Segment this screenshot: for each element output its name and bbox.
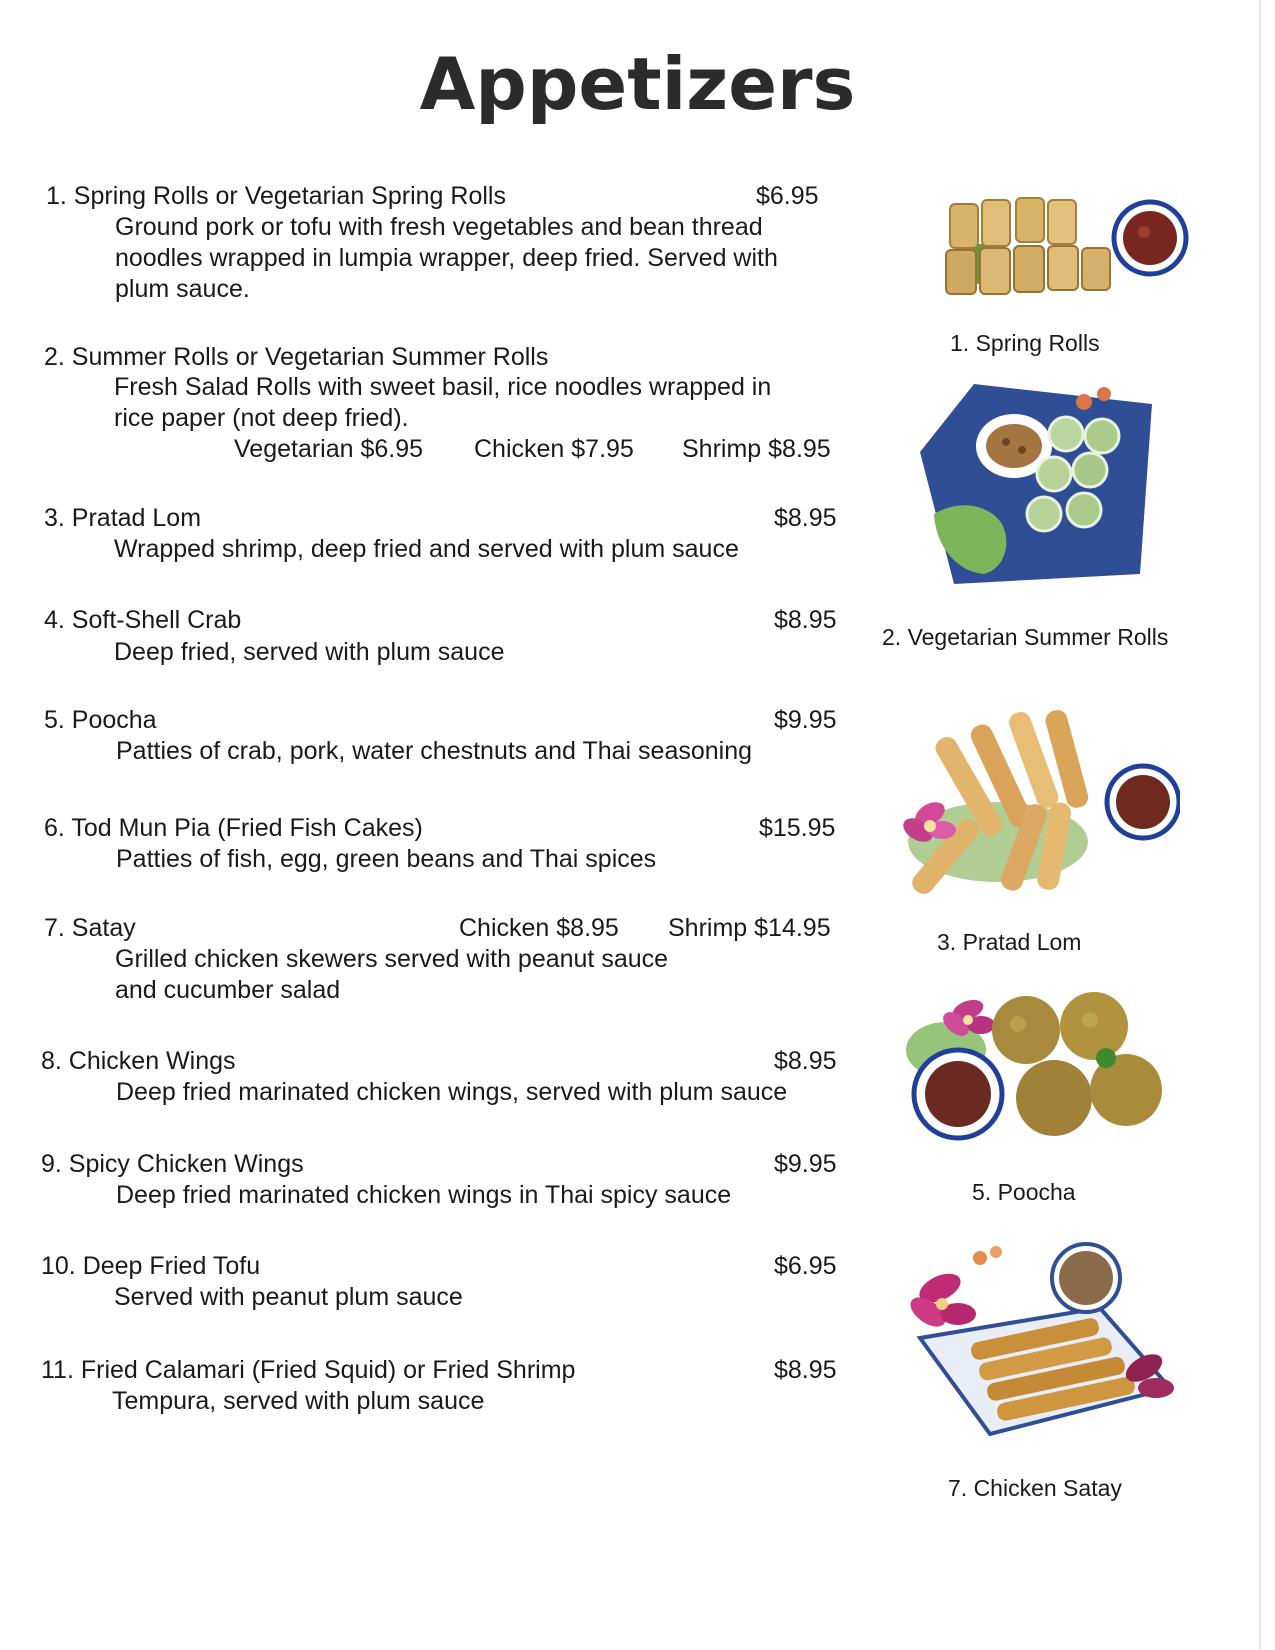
item-price-chicken: Chicken $7.95: [474, 435, 634, 463]
item-name: 8. Chicken Wings: [41, 1047, 236, 1075]
photo-caption: 3. Pratad Lom: [937, 929, 1082, 955]
item-name: 4. Soft-Shell Crab: [44, 606, 242, 634]
item-name: 2. Summer Rolls or Vegetarian Summer Rolls: [44, 343, 549, 371]
pratad-lom-photo: [878, 702, 1180, 910]
poocha-photo: [886, 990, 1180, 1158]
item-price-shrimp: Shrimp $8.95: [682, 435, 831, 463]
item-name: 11. Fried Calamari (Fried Squid) or Fried Shrimp: [41, 1356, 576, 1384]
item-description-line: Grilled chicken skewers served with peanut sauce: [115, 945, 669, 973]
item-description-line: Deep fried marinated chicken wings in Thai spicy sauce: [116, 1181, 732, 1209]
item-name: 7. Satay: [44, 914, 136, 942]
item-price: $9.95: [774, 706, 837, 734]
photo-caption: 2. Vegetarian Summer Rolls: [882, 624, 1169, 650]
item-description-line: Fresh Salad Rolls with sweet basil, rice noodles wrapped in: [114, 373, 772, 401]
item-description-line: rice paper (not deep fried).: [114, 404, 409, 432]
item-price: $8.95: [774, 504, 837, 532]
item-description-line: Wrapped shrimp, deep fried and served with plum sauce: [114, 535, 739, 563]
item-name: 9. Spicy Chicken Wings: [41, 1150, 304, 1178]
item-price-shrimp: Shrimp $14.95: [668, 914, 831, 942]
item-description-line: Patties of fish, egg, green beans and Thai spices: [116, 845, 657, 873]
item-price: $6.95: [774, 1252, 837, 1280]
photo-caption: 7. Chicken Satay: [948, 1475, 1122, 1501]
item-name: 5. Poocha: [44, 706, 157, 734]
item-description-line: and cucumber salad: [115, 976, 341, 1004]
item-name: 10. Deep Fried Tofu: [41, 1252, 261, 1280]
item-description-line: plum sauce.: [115, 275, 250, 303]
fried-patties: [992, 992, 1162, 1136]
item-price-vegetarian: Vegetarian $6.95: [234, 435, 424, 463]
item-description-line: Ground pork or tofu with fresh vegetables and bean thread: [115, 213, 763, 241]
item-price: $8.95: [774, 1356, 837, 1384]
item-price: $9.95: [774, 1150, 837, 1178]
photo-caption: 5. Poocha: [972, 1179, 1076, 1205]
item-description-line: Deep fried, served with plum sauce: [114, 638, 505, 666]
spring-rolls-photo: [920, 186, 1190, 311]
item-description-line: Patties of crab, pork, water chestnuts and Thai seasoning: [116, 737, 753, 765]
item-price: $8.95: [774, 606, 837, 634]
item-description-line: Tempura, served with plum sauce: [112, 1387, 485, 1415]
item-description-line: Served with peanut plum sauce: [114, 1283, 463, 1311]
item-price: $8.95: [774, 1047, 837, 1075]
chicken-satay-photo: [900, 1238, 1176, 1444]
item-name: 6. Tod Mun Pia (Fried Fish Cakes): [44, 814, 423, 842]
item-name: 3. Pratad Lom: [44, 504, 202, 532]
page-title: Appetizers: [419, 42, 856, 126]
photo-column: [882, 0, 1275, 1650]
item-price-chicken: Chicken $8.95: [459, 914, 619, 942]
item-name: 1. Spring Rolls or Vegetarian Spring Rolls: [46, 182, 506, 210]
photo-caption: 1. Spring Rolls: [950, 330, 1100, 356]
item-price: $15.95: [759, 814, 836, 842]
summer-rolls-photo: [914, 374, 1164, 588]
item-description-line: noodles wrapped in lumpia wrapper, deep fried. Served with: [115, 244, 778, 272]
spring-roll-stack: [946, 198, 1110, 294]
item-price: $6.95: [756, 182, 819, 210]
item-description-line: Deep fried marinated chicken wings, served with plum sauce: [116, 1078, 788, 1106]
